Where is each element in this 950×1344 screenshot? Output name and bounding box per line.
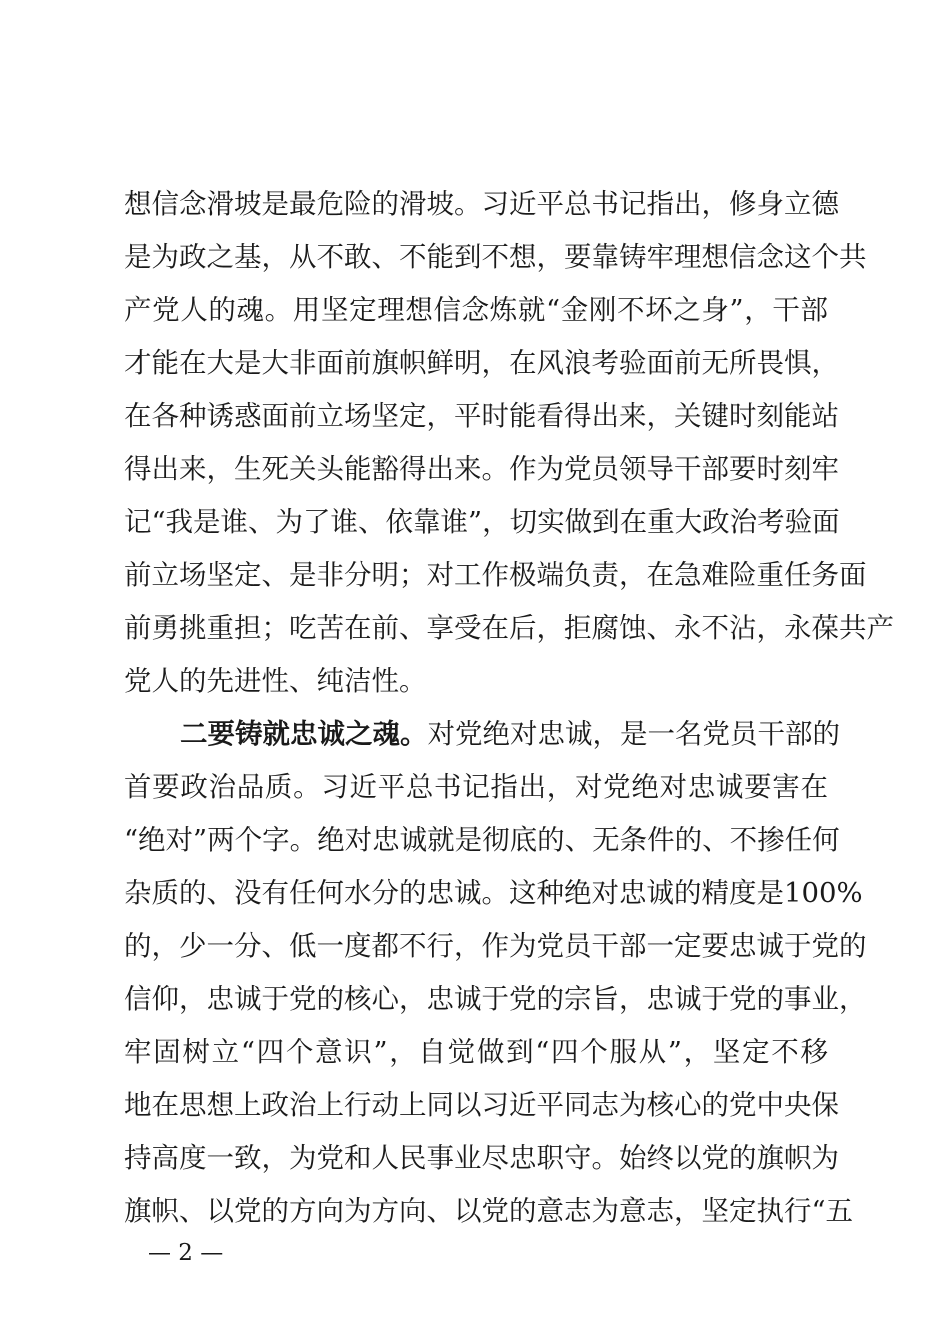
text-line: 地在思想上政治上行动上同以习近平同志为核心的党中央保: [124, 1089, 839, 1121]
section-heading: 二要铸就忠诚之魂。: [180, 718, 428, 750]
text-line: 记“我是谁、为了谁、依靠谁”，切实做到在重大政治考验面: [124, 506, 840, 538]
paragraph-2-first-line: [124, 708, 840, 761]
text-line: 前勇挑重担；吃苦在前、享受在后，拒腐蚀、永不沾，永葆共产: [124, 612, 894, 644]
text-line: 的，少一分、低一度都不行，作为党员干部一定要忠诚于党的: [124, 930, 867, 962]
text-line: 牢固树立“四个意识”，自觉做到“四个服从”，坚定不移: [124, 1036, 828, 1068]
text-line: 党人的先进性、纯洁性。: [124, 665, 427, 697]
text-line: 前立场坚定、是非分明；对工作极端负责，在急难险重任务面: [124, 559, 867, 591]
text-line: 想信念滑坡是最危险的滑坡。习近平总书记指出，修身立德: [124, 188, 839, 220]
body-text: [124, 178, 894, 1238]
paragraph-2: [124, 708, 867, 1238]
text-run: 对党绝对忠诚，是一名党员干部的: [427, 718, 840, 750]
text-line: 首要政治品质。习近平总书记指出，对党绝对忠诚要害在: [124, 771, 828, 803]
text-line: 才能在大是大非面前旗帜鲜明，在风浪考验面前无所畏惧，: [124, 347, 839, 379]
text-line: 产党人的魂。用坚定理想信念炼就“金刚不坏之身”，干部: [124, 294, 828, 326]
text-line: 旗帜、以党的方向为方向、以党的意志为意志，坚定执行“五: [124, 1195, 854, 1227]
text-line: 是为政之基，从不敢、不能到不想，要靠铸牢理想信念这个共: [124, 241, 867, 273]
text-line: 在各种诱惑面前立场坚定，平时能看得出来，关键时刻能站: [124, 400, 839, 432]
text-line: 持高度一致，为党和人民事业尽忠职守。始终以党的旗帜为: [124, 1142, 839, 1174]
text-line: “绝对”两个字。绝对忠诚就是彻底的、无条件的、不掺任何: [124, 824, 840, 856]
text-line: 得出来，生死关头能豁得出来。作为党员领导干部要时刻牢: [124, 453, 839, 485]
paragraph-1: [124, 178, 894, 708]
text-line: 信仰，忠诚于党的核心，忠诚于党的宗旨，忠诚于党的事业，: [124, 983, 867, 1015]
page-number: — 2 —: [148, 1240, 224, 1266]
text-line: 杂质的、没有任何水分的忠诚。这种绝对忠诚的精度是100%: [124, 877, 863, 909]
